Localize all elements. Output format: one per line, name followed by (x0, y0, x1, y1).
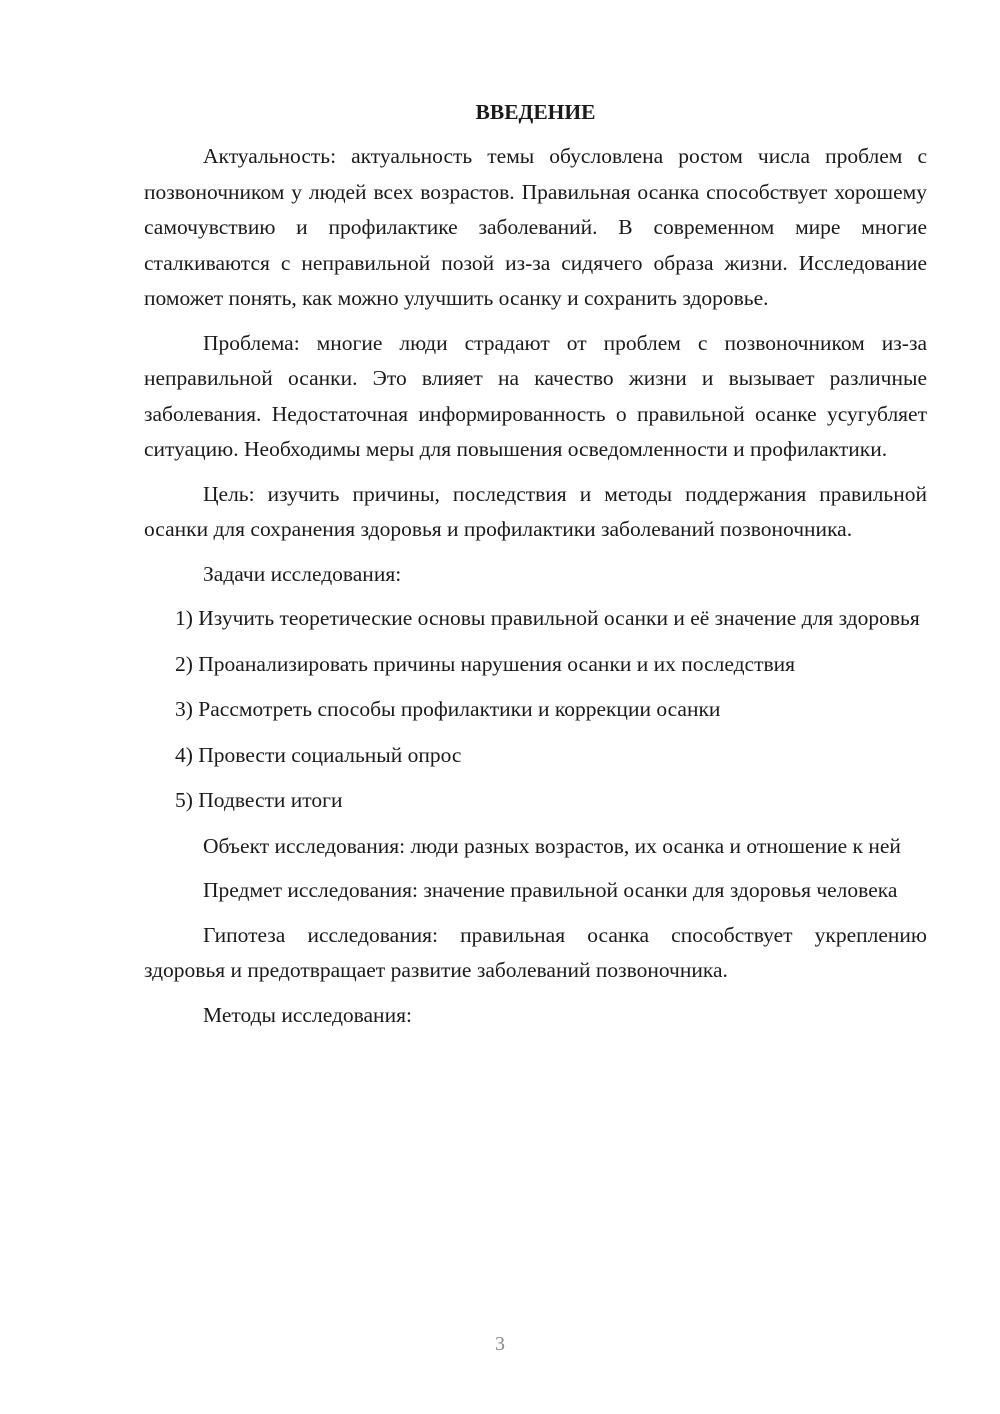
methods-heading: Методы исследования: (203, 1002, 412, 1027)
task-item: 5) Подвести итоги (175, 788, 343, 812)
document-page (144, 95, 927, 1042)
section-title: ВВЕДЕНИЕ (475, 100, 596, 124)
problem-paragraph: Проблема: многие люди страдают от проблем с позвоночником из-за неправильной осанки. Это влияет на качество жизни и вызывает различные заболевания. Недостаточная информированность о правильной осанке усугубляет ситуацию. Необходимы меры для повышения осведомленности и профилактики. (144, 330, 927, 461)
goal-paragraph: Цель: изучить причины, последствия и методы поддержания правильной осанки для сохранения здоровья и профилактики заболеваний позвоночника. (144, 481, 927, 541)
page-number: 3 (495, 1333, 505, 1355)
task-item: 4) Провести социальный опрос (175, 742, 462, 767)
task-item: 3) Рассмотреть способы профилактики и коррекции осанки (175, 697, 721, 721)
relevance-paragraph: Актуальность: актуальность темы обусловлена ростом числа проблем с позвоночником у людей всех возрастов. Правильная осанка способствует хорошему самочувствию и профилактике заболеваний. В современном мире многие сталкиваются с неправильной позой из-за сидячего образа жизни. Исследование поможет понять, как можно улучшить осанку и сохранить здоровье. (144, 144, 927, 310)
tasks-list (144, 601, 927, 819)
object-paragraph: Объект исследования: люди разных возрастов, их осанка и отношение к ней (203, 833, 901, 858)
task-item: 1) Изучить теоретические основы правильной осанки и её значение для здоровья (175, 606, 920, 630)
tasks-heading: Задачи исследования: (203, 561, 402, 586)
hypothesis-paragraph: Гипотеза исследования: правильная осанка способствует укреплению здоровья и предотвращает развитие заболеваний позвоночника. (144, 922, 927, 982)
task-item: 2) Проанализировать причины нарушения осанки и их последствия (175, 651, 796, 676)
subject-paragraph: Предмет исследования: значение правильной осанки для здоровья человека (203, 878, 898, 902)
